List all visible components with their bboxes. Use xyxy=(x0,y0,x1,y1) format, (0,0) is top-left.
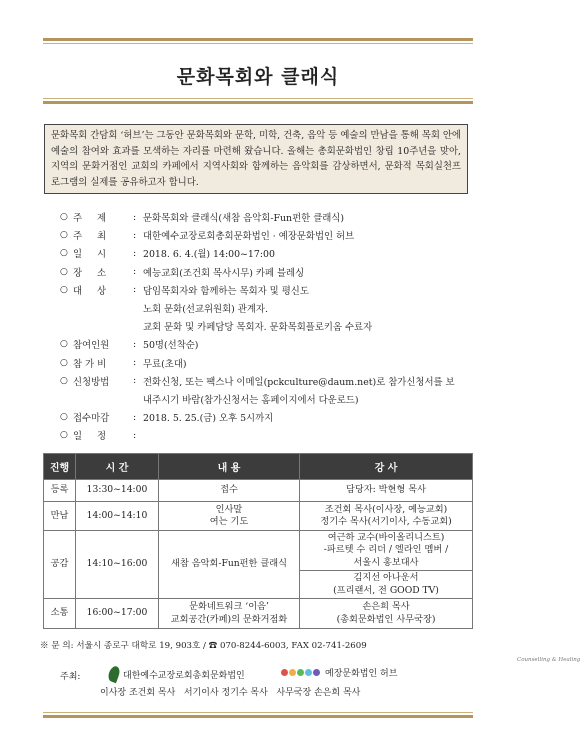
leaf-logo-icon xyxy=(107,665,122,683)
contact-info: ※ 문 의: 서울시 종로구 대학로 19, 903호 / ☎ 070-8244-6003, FAX 02-741-2609 xyxy=(40,641,367,651)
top-gold-bar xyxy=(43,38,473,41)
table-row: 등록 13:30~14:00 접수 담당자: 박현형 목사 xyxy=(44,480,473,502)
info-list xyxy=(60,208,490,444)
info-row-capacity: ○ 참여인원 : 50명(선착순) xyxy=(60,338,199,352)
table-row: 소통 16:00~17:00 문화네트워크 ‘이음’ 교회공간(카페)의 문화거점화 손은희 목사 (총회문화법인 사무국장) xyxy=(44,599,473,629)
schedule-table xyxy=(43,453,473,629)
title-underline xyxy=(43,98,473,99)
host-org-2: Counselling & Healing 예장문화법인 허브 xyxy=(281,666,397,679)
info-row-apply-cont: 내주시기 바람(참가신청서는 홈페이지에서 다운로드) xyxy=(143,394,359,406)
info-row-audience: ○ 대 상 : 담임목회자와 함께하는 목회자 및 평신도 xyxy=(60,284,309,297)
info-row-venue: ○ 장 소 : 예능교회(조건회 목사시무) 카페 블레싱 xyxy=(60,266,305,279)
table-row: 김지선 아나운서 (프리랜서, 전 GOOD TV) xyxy=(44,571,473,599)
info-row-audience-cont1: 노회 문화(선교위원회) 관계자. xyxy=(143,304,268,316)
table-row: 만남 14:00~14:10 인사말 여는 기도 조건회 목사(이사장, 예능교회) 정기수 목사(서기이사, 수동교회) xyxy=(44,502,473,531)
header-phase: 진행 xyxy=(44,454,76,480)
intro-box: 문화목회 간담회 ‘허브’는 그동안 문화목회와 문학, 미학, 건축, 음악 등 예술의 만남을 통해 목회 안에 예술의 참여와 효과를 모색하는 자리를 마련해 왔습니다. 올해는 총회문화법인 창립 10주년을 맞아, 지역의 문화거점인 교회의 카페에서 지역사회와 함께하는 음악회를 감상하면서, 문화적 목회실천프로그램의 실제를 공유하고자 합니다. xyxy=(44,124,468,194)
info-row-apply: ○ 신청방법 : 전화신청, 또는 팩스나 이메일(pckculture@daum.net)로 참가신청서를 보 xyxy=(60,375,455,388)
page-title: 문화목회와 클래식 xyxy=(176,66,340,88)
bottom-gold-line xyxy=(43,712,473,713)
header-content: 내 용 xyxy=(159,454,300,480)
title-underbar xyxy=(43,101,473,104)
header-time: 시 간 xyxy=(76,454,159,480)
header-speaker: 강 사 xyxy=(300,454,473,480)
hub-logo-icon xyxy=(281,669,321,676)
info-row-deadline: ○ 접수마감 : 2018. 5. 25.(금) 오후 5시까지 xyxy=(60,411,274,425)
info-row-topic: ○ 주 제 : 문화목회와 클래식(새참 음악회-Fun펀한 클래식) xyxy=(60,211,345,225)
info-row-host: ○ 주 최 : 대한예수교장로회총회문화법인 · 예장문화법인 허브 xyxy=(60,229,355,243)
hub-tagline: Counselling & Healing xyxy=(517,657,580,663)
schedule-header-row xyxy=(44,454,473,480)
info-row-schedule: ○ 일 정 : xyxy=(60,429,137,443)
top-gold-line xyxy=(43,43,473,44)
host-people: 이사장 조건회 목사 서기이사 정기수 목사 사무국장 손은희 목사 xyxy=(100,688,361,698)
info-row-audience-cont2: 교회 문화 및 카페담당 목회자. 문화목회플로키옴 수료자 xyxy=(143,322,373,334)
table-row: 공감 14:10~16:00 새참 음악회-Fun펀한 클래식 여근하 교수(바이올리니스트) -파르텟 수 리더 / 엘라인 멤버 / 서울시 홍보대사 xyxy=(44,531,473,571)
info-row-fee: ○ 참 가 비 : 무료(초대) xyxy=(60,357,187,370)
hosts-label: 주최: xyxy=(60,672,81,682)
info-row-date: ○ 일 시 : 2018. 6. 4.(월) 14:00~17:00 xyxy=(60,247,275,261)
bottom-gold-bar xyxy=(43,715,473,718)
host-org-1: 대한예수교장로회총회문화법인 xyxy=(109,666,245,682)
